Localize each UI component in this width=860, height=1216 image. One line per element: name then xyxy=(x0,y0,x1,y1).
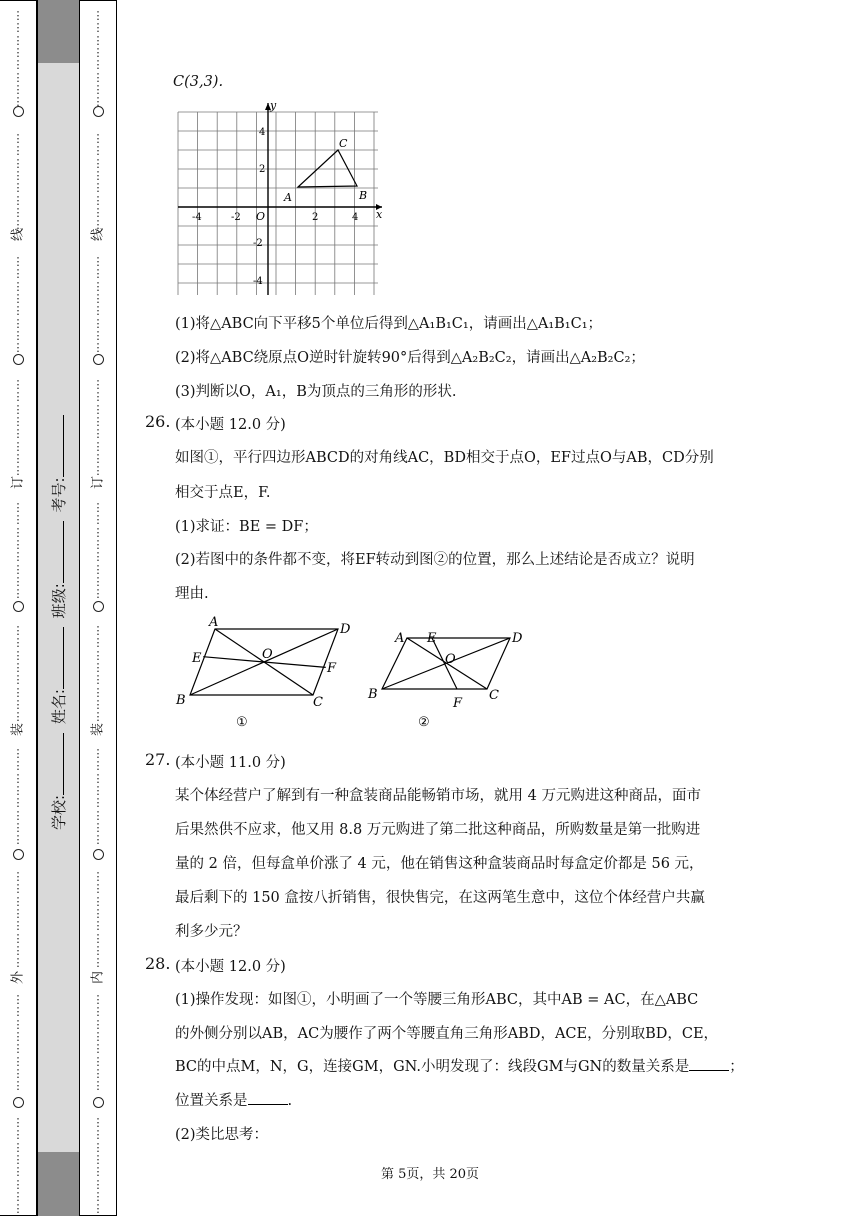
binding-dot: ⋮ xyxy=(92,33,104,47)
binding-dot: ⋮ xyxy=(12,267,24,281)
binding-label: 内 xyxy=(90,971,106,985)
binding-circle-mark xyxy=(8,849,28,862)
binding-dot: ⋮ xyxy=(12,747,24,760)
binding-dot: ⋮ xyxy=(12,291,24,305)
binding-circle-mark xyxy=(8,354,28,367)
binding-dot: ⋮ xyxy=(92,1054,104,1068)
binding-dot: ⋮ xyxy=(92,894,104,908)
binding-dot: ⋮ xyxy=(12,870,24,883)
inner-dotted-line xyxy=(88,0,108,1216)
q26-number: 26. xyxy=(145,412,171,431)
binding-dot: ⋮ xyxy=(92,1165,104,1179)
binding-dot: ⋮ xyxy=(12,771,24,785)
q28-line4 xyxy=(175,1089,292,1110)
binding-dot: ⋮ xyxy=(92,1029,104,1043)
binding-dot: ⋮ xyxy=(92,550,104,564)
point-b-label: B xyxy=(359,189,368,202)
binding-dot: ⋮ xyxy=(92,45,104,59)
binding-dot: ⋮ xyxy=(12,537,24,551)
binding-dot: ⋮ xyxy=(92,1128,104,1142)
outer-dotted-line xyxy=(8,0,28,1216)
binding-dot: ⋮ xyxy=(12,378,24,391)
binding-dot: ⋮ xyxy=(12,931,24,945)
binding-dot: ⋮ xyxy=(12,1202,24,1216)
q27-line5: 利多少元？ xyxy=(175,924,248,940)
binding-dot: ⋮ xyxy=(92,648,104,662)
binding-dot: ⋮ xyxy=(12,685,24,699)
binding-dot: ⋮ xyxy=(12,1140,24,1154)
fig2-label-c: C xyxy=(489,688,499,703)
binding-dot: ⋮ xyxy=(92,255,104,268)
binding-dot: ⋮ xyxy=(92,439,104,453)
q28-answer-blank-2[interactable] xyxy=(248,1104,288,1105)
q28-line3-end: ； xyxy=(729,1059,744,1075)
binding-dot: ⋮ xyxy=(92,193,104,207)
binding-dot: ⋮ xyxy=(12,894,24,908)
y-tick-neg2: -2 xyxy=(253,238,263,249)
q25-part1: (1)将△ABC向下平移5个单位后得到△A₁B₁C₁，请画出△A₁B₁C₁； xyxy=(175,316,603,332)
point-c-label: C xyxy=(339,137,348,150)
fig2-label-f: F xyxy=(453,696,463,711)
binding-dot: ⋮ xyxy=(12,95,24,109)
binding-dot: ⋮ xyxy=(12,882,24,896)
binding-dot: ⋮ xyxy=(12,624,24,637)
x-tick-2: 2 xyxy=(312,212,319,223)
binding-dot: ⋮ xyxy=(92,660,104,674)
binding-dot: ⋮ xyxy=(12,1017,24,1031)
binding-dot: ⋮ xyxy=(12,82,24,96)
binding-dot: ⋮ xyxy=(92,132,104,145)
binding-dot: ⋮ xyxy=(92,820,104,834)
q28-score: (本小题 12.0 分) xyxy=(175,959,286,975)
binding-dot: ⋮ xyxy=(92,882,104,896)
fig2-label-o: O xyxy=(445,652,456,667)
binding-dot: ⋮ xyxy=(92,316,104,330)
fig1-label-f: F xyxy=(327,661,337,676)
q26-line4: (2)若图中的条件都不变，将EF转动到图②的位置，那么上述结论是否成立？说明 xyxy=(175,552,695,568)
q27-line4: 最后剩下的 150 盒按八折销售，很快售完，在这两笔生意中，这位个体经营户共赢 xyxy=(175,890,705,906)
q28-answer-blank-1[interactable] xyxy=(689,1070,729,1071)
binding-dot: ⋮ xyxy=(12,402,24,416)
fig1-label-e: E xyxy=(192,651,202,666)
binding-dot: ⋮ xyxy=(92,1140,104,1154)
binding-dot: ⋮ xyxy=(12,156,24,170)
binding-dot: ⋮ xyxy=(12,1165,24,1179)
binding-dot: ⋮ xyxy=(12,919,24,933)
x-tick-neg2: -2 xyxy=(231,212,241,223)
fig2-label-b: B xyxy=(368,687,378,702)
binding-dot: ⋮ xyxy=(92,796,104,810)
field-exam-number: 考号: xyxy=(50,477,68,513)
binding-dot: ⋮ xyxy=(92,759,104,773)
binding-dot: ⋮ xyxy=(92,808,104,822)
binding-dot: ⋮ xyxy=(12,660,24,674)
binding-label: 装 xyxy=(10,723,26,737)
binding-dot: ⋮ xyxy=(92,956,104,970)
binding-dot: ⋮ xyxy=(92,95,104,109)
binding-dot: ⋮ xyxy=(12,1177,24,1191)
binding-dot: ⋮ xyxy=(92,710,104,724)
fig1-number: ① xyxy=(236,715,248,730)
binding-dot: ⋮ xyxy=(92,685,104,699)
binding-dot: ⋮ xyxy=(12,1005,24,1019)
binding-dot: ⋮ xyxy=(12,525,24,539)
q26-line1: 如图①，平行四边形ABCD的对角线AC，BD相交于点O，EF过点O与AB，CD分别 xyxy=(175,450,714,466)
binding-dot: ⋮ xyxy=(12,1079,24,1093)
binding-dot: ⋮ xyxy=(12,636,24,650)
field-school: 学校: xyxy=(50,794,68,830)
q27-line2: 后果然供不应求，他又用 8.8 万元购进了第二批这种商品，所购数量是第一批购进 xyxy=(175,822,701,838)
binding-dot: ⋮ xyxy=(12,697,24,711)
q25-part2: (2)将△ABC绕原点O逆时针旋转90°后得到△A₂B₂C₂，请画出△A₂B₂C₂； xyxy=(175,350,645,366)
x-tick-4: 4 xyxy=(352,212,359,223)
binding-dot: ⋮ xyxy=(92,513,104,527)
binding-dot: ⋮ xyxy=(92,291,104,305)
binding-dot: ⋮ xyxy=(92,697,104,711)
field-class-blank[interactable] xyxy=(63,521,64,583)
binding-dot: ⋮ xyxy=(92,537,104,551)
binding-dot: ⋮ xyxy=(12,439,24,453)
binding-dot: ⋮ xyxy=(92,427,104,441)
binding-dot: ⋮ xyxy=(92,636,104,650)
y-tick-neg4: -4 xyxy=(253,276,263,287)
intro-coordinate-line: C(3,3). xyxy=(173,74,224,90)
binding-dot: ⋮ xyxy=(12,279,24,293)
binding-dot: ⋮ xyxy=(12,1054,24,1068)
binding-dot: ⋮ xyxy=(12,193,24,207)
binding-dot: ⋮ xyxy=(92,304,104,318)
q27-line3: 量的 2 倍，但每盒单价涨了 4 元，他在销售这种盒装商品时每盒定价都是 56 元， xyxy=(175,856,704,872)
q27-number: 27. xyxy=(145,750,171,769)
binding-dot: ⋮ xyxy=(92,771,104,785)
binding-dot: ⋮ xyxy=(12,1042,24,1056)
binding-circle-mark xyxy=(88,106,108,119)
triangle-abc xyxy=(298,150,357,187)
binding-dot: ⋮ xyxy=(12,956,24,970)
binding-dot: ⋮ xyxy=(92,501,104,514)
binding-dot: ⋮ xyxy=(12,1128,24,1142)
q26-line2: 相交于点E，F. xyxy=(175,485,271,501)
q28-line3-text: BC的中点M，N，G，连接GM，GN.小明发现了：线段GM与GN的数量关系是 xyxy=(175,1059,690,1075)
binding-dot: ⋮ xyxy=(92,144,104,158)
fig1-label-b: B xyxy=(176,693,186,708)
binding-dot: ⋮ xyxy=(12,1152,24,1166)
binding-dot: ⋮ xyxy=(12,648,24,662)
field-exam-number-blank[interactable] xyxy=(63,415,64,477)
binding-dot: ⋮ xyxy=(12,1116,24,1129)
y-axis-label: y xyxy=(270,100,277,112)
binding-dot: ⋮ xyxy=(92,587,104,601)
binding-circle-mark xyxy=(8,601,28,614)
binding-dot: ⋮ xyxy=(12,33,24,47)
binding-dot: ⋮ xyxy=(12,70,24,84)
q28-line3 xyxy=(175,1055,744,1076)
x-axis-label: x xyxy=(376,208,383,221)
binding-dot: ⋮ xyxy=(92,1017,104,1031)
fig1-label-a: A xyxy=(209,615,219,630)
field-school-blank[interactable] xyxy=(63,733,64,795)
student-info-fields xyxy=(48,411,69,830)
fig2-label-d: D xyxy=(512,631,523,646)
q26-line3: (1)求证：BE = DF； xyxy=(175,519,318,535)
binding-dot: ⋮ xyxy=(12,341,24,355)
binding-dot: ⋮ xyxy=(92,378,104,391)
binding-dot: ⋮ xyxy=(92,574,104,588)
binding-dot: ⋮ xyxy=(12,328,24,342)
binding-dot: ⋮ xyxy=(12,550,24,564)
binding-dot: ⋮ xyxy=(12,414,24,428)
y-tick-2: 2 xyxy=(259,164,266,175)
q28-number: 28. xyxy=(145,954,171,973)
q25-part3: (3)判断以O，A₁，B为顶点的三角形的形状. xyxy=(175,384,457,400)
binding-dot: ⋮ xyxy=(12,132,24,145)
binding-dot: ⋮ xyxy=(12,574,24,588)
binding-label: 外 xyxy=(10,971,26,985)
fig1-label-o: O xyxy=(262,647,273,662)
parallelogram-figure-2 xyxy=(365,618,535,738)
binding-dot: ⋮ xyxy=(12,316,24,330)
binding-dot: ⋮ xyxy=(92,218,104,232)
binding-dot: ⋮ xyxy=(92,70,104,84)
binding-dot: ⋮ xyxy=(12,673,24,687)
binding-dot: ⋮ xyxy=(12,144,24,158)
binding-dot: ⋮ xyxy=(92,58,104,72)
binding-dot: ⋮ xyxy=(92,1066,104,1080)
binding-dot: ⋮ xyxy=(92,168,104,182)
point-a-label: A xyxy=(284,191,292,204)
binding-circle-mark xyxy=(8,106,28,119)
origin-label: O xyxy=(256,210,266,223)
binding-dot: ⋮ xyxy=(92,328,104,342)
binding-dot: ⋮ xyxy=(92,156,104,170)
field-class: 班级: xyxy=(50,583,68,619)
binding-label: 线 xyxy=(90,228,106,242)
binding-dot: ⋮ xyxy=(92,1152,104,1166)
binding-dot: ⋮ xyxy=(92,870,104,883)
binding-dot: ⋮ xyxy=(92,390,104,404)
q28-line4-text: 位置关系是 xyxy=(175,1093,248,1109)
binding-dot: ⋮ xyxy=(12,906,24,920)
field-name: 姓名: xyxy=(50,689,68,725)
q26-line5: 理由. xyxy=(175,586,209,602)
binding-dot: ⋮ xyxy=(92,279,104,293)
q28-line1: (1)操作发现：如图①，小明画了一个等腰三角形ABC，其中AB = AC，在△ABC xyxy=(175,992,699,1008)
binding-dot: ⋮ xyxy=(92,9,104,22)
y-tick-4: 4 xyxy=(259,127,266,138)
binding-circle-mark xyxy=(8,1097,28,1110)
coordinate-grid-figure xyxy=(170,100,390,300)
binding-dot: ⋮ xyxy=(12,1066,24,1080)
binding-dot: ⋮ xyxy=(12,710,24,724)
binding-dot: ⋮ xyxy=(92,525,104,539)
binding-label: 装 xyxy=(90,723,106,737)
binding-dot: ⋮ xyxy=(92,833,104,847)
binding-dot: ⋮ xyxy=(92,906,104,920)
binding-dot: ⋮ xyxy=(92,464,104,478)
q28-line5: (2)类比思考： xyxy=(175,1127,269,1143)
binding-dot: ⋮ xyxy=(92,624,104,637)
binding-dot: ⋮ xyxy=(12,218,24,232)
binding-dot: ⋮ xyxy=(12,943,24,957)
q27-line1: 某个体经营户了解到有一种盒装商品能畅销市场，就用 4 万元购进这种商品，面市 xyxy=(175,788,701,804)
binding-dot: ⋮ xyxy=(12,808,24,822)
binding-dot: ⋮ xyxy=(92,562,104,576)
binding-dot: ⋮ xyxy=(92,205,104,219)
binding-dot: ⋮ xyxy=(12,451,24,465)
field-name-blank[interactable] xyxy=(63,627,64,689)
binding-dot: ⋮ xyxy=(92,931,104,945)
binding-dot: ⋮ xyxy=(12,304,24,318)
q28-line4-end: . xyxy=(287,1093,293,1109)
binding-dot: ⋮ xyxy=(92,783,104,797)
binding-dot: ⋮ xyxy=(12,833,24,847)
binding-dot: ⋮ xyxy=(12,587,24,601)
binding-circle-mark xyxy=(88,849,108,862)
binding-dot: ⋮ xyxy=(92,181,104,195)
binding-dot: ⋮ xyxy=(12,820,24,834)
binding-dot: ⋮ xyxy=(92,414,104,428)
binding-dot: ⋮ xyxy=(92,1042,104,1056)
binding-dot: ⋮ xyxy=(12,513,24,527)
binding-dot: ⋮ xyxy=(92,82,104,96)
binding-strip-bottom xyxy=(37,1152,80,1216)
binding-dot: ⋮ xyxy=(92,1079,104,1093)
binding-dot: ⋮ xyxy=(92,673,104,687)
q27-score: (本小题 11.0 分) xyxy=(175,755,286,771)
x-tick-neg4: -4 xyxy=(192,212,202,223)
binding-dot: ⋮ xyxy=(12,390,24,404)
binding-label: 订 xyxy=(10,476,26,490)
binding-dot: ⋮ xyxy=(92,943,104,957)
binding-dot: ⋮ xyxy=(12,1029,24,1043)
binding-dot: ⋮ xyxy=(12,783,24,797)
binding-dot: ⋮ xyxy=(92,402,104,416)
binding-dot: ⋮ xyxy=(12,168,24,182)
binding-dot: ⋮ xyxy=(92,21,104,35)
fig2-number: ② xyxy=(418,715,430,730)
binding-dot: ⋮ xyxy=(92,1005,104,1019)
binding-dot: ⋮ xyxy=(92,1177,104,1191)
binding-dot: ⋮ xyxy=(12,255,24,268)
binding-strip-top xyxy=(37,0,80,63)
q28-line2: 的外侧分别以AB，AC为腰作了两个等腰直角三角形ABD，ACE，分别取BD，CE， xyxy=(175,1026,719,1042)
binding-dot: ⋮ xyxy=(12,45,24,59)
parallelogram-figure-1 xyxy=(170,612,350,732)
binding-dot: ⋮ xyxy=(92,993,104,1006)
binding-label: 订 xyxy=(90,476,106,490)
fig1-label-c: C xyxy=(313,695,323,710)
binding-dot: ⋮ xyxy=(12,181,24,195)
binding-circle-mark xyxy=(88,1097,108,1110)
binding-dot: ⋮ xyxy=(12,427,24,441)
binding-dot: ⋮ xyxy=(92,451,104,465)
binding-dot: ⋮ xyxy=(92,1116,104,1129)
binding-dot: ⋮ xyxy=(12,501,24,514)
binding-dot: ⋮ xyxy=(12,759,24,773)
binding-dot: ⋮ xyxy=(92,919,104,933)
binding-dot: ⋮ xyxy=(12,562,24,576)
q26-score: (本小题 12.0 分) xyxy=(175,417,286,433)
page-footer: 第 5页，共 20页 xyxy=(380,1167,480,1182)
fig2-label-e: E xyxy=(427,631,437,646)
binding-dot: ⋮ xyxy=(92,1202,104,1216)
binding-dot: ⋮ xyxy=(92,341,104,355)
fig2-label-a: A xyxy=(395,631,405,646)
binding-dot: ⋮ xyxy=(92,1189,104,1203)
binding-dot: ⋮ xyxy=(12,9,24,22)
binding-dot: ⋮ xyxy=(92,747,104,760)
binding-label: 线 xyxy=(10,228,26,242)
fig1-label-d: D xyxy=(340,622,350,637)
binding-circle-mark xyxy=(88,354,108,367)
binding-margin xyxy=(0,0,118,1216)
binding-dot: ⋮ xyxy=(12,21,24,35)
binding-dot: ⋮ xyxy=(12,796,24,810)
binding-dot: ⋮ xyxy=(12,1189,24,1203)
binding-dot: ⋮ xyxy=(12,464,24,478)
binding-circle-mark xyxy=(88,601,108,614)
binding-dot: ⋮ xyxy=(12,205,24,219)
binding-dot: ⋮ xyxy=(12,58,24,72)
binding-dot: ⋮ xyxy=(12,993,24,1006)
binding-dot: ⋮ xyxy=(92,267,104,281)
